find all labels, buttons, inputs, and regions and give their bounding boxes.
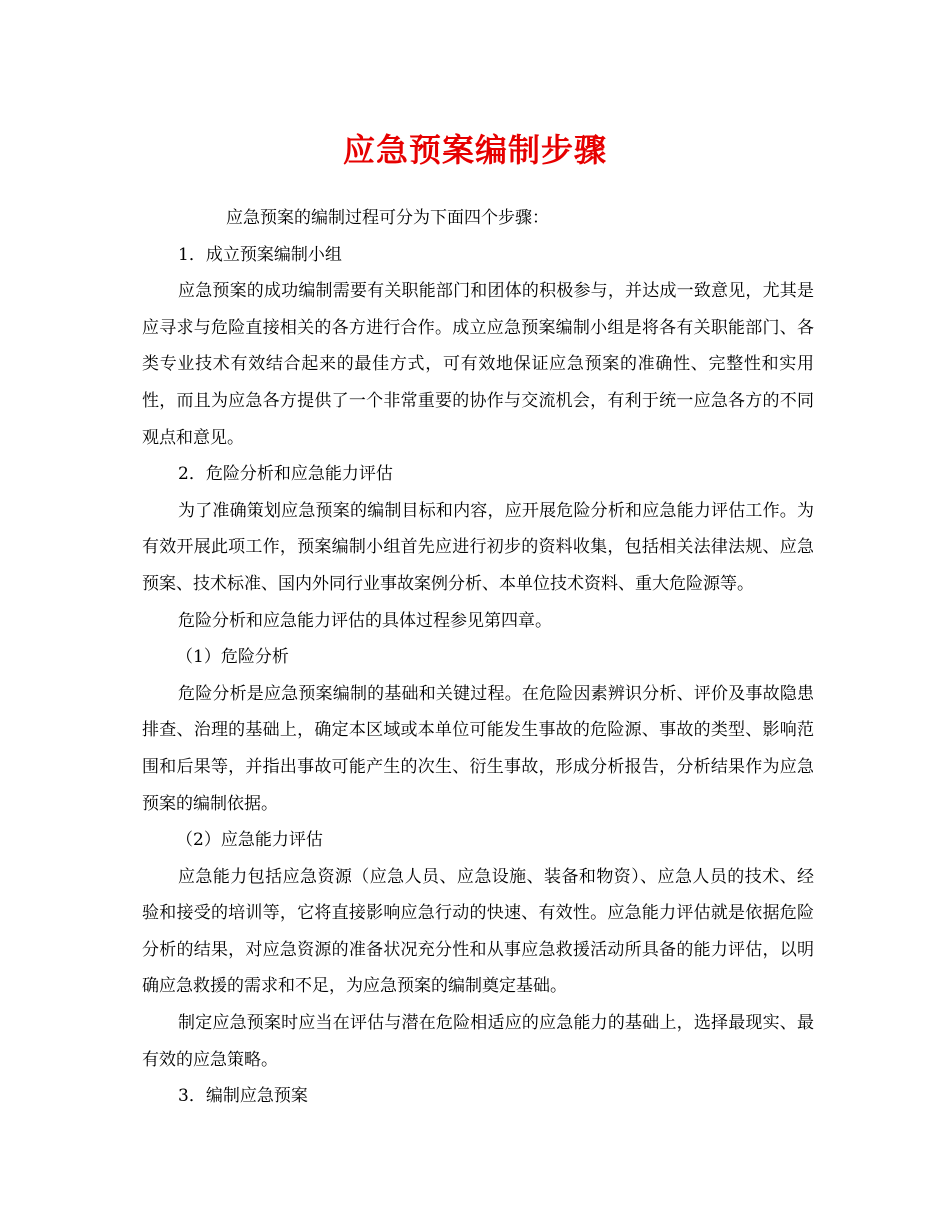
body-paragraph: 制定应急预案时应当在评估与潜在危险相适应的应急能力的基础上，选择最现实、最有效的应急策略。 bbox=[142, 1013, 814, 1070]
section-heading-3: 3．编制应急预案 bbox=[178, 1086, 308, 1107]
subsection-heading-1: （1）危险分析 bbox=[176, 647, 289, 668]
body-paragraph: 应急能力包括应急资源（应急人员、应急设施、装备和物资）、应急人员的技术、经验和接受的培训等，它将直接影响应急行动的快速、有效性。应急能力评估就是依据危险分析的结果，对应急资源的准备状况充分性和从事应急救援活动所具备的能力评估，以明确应急救援的需求和不足，为应急预案的编制奠定基础。 bbox=[142, 866, 814, 997]
document-title: 应急预案编制步骤 bbox=[342, 131, 607, 169]
intro-paragraph: 应急预案的编制过程可分为下面四个步骤： bbox=[226, 208, 549, 228]
section-heading-1: 1．成立预案编制小组 bbox=[178, 244, 342, 265]
document-body bbox=[142, 200, 814, 1115]
body-paragraph: 危险分析是应急预案编制的基础和关键过程。在危险因素辨识分析、评价及事故隐患排查、治理的基础上，确定本区域或本单位可能发生事故的危险源、事故的类型、影响范围和后果等，并指出事故可能产生的次生、衍生事故，形成分析报告，分析结果作为应急预案的编制依据。 bbox=[142, 683, 814, 814]
section-heading-2: 2．危险分析和应急能力评估 bbox=[178, 464, 393, 485]
body-paragraph: 应急预案的成功编制需要有关职能部门和团体的积极参与，并达成一致意见，尤其是应寻求与危险直接相关的各方进行合作。成立应急预案编制小组是将各有关职能部门、各类专业技术有效结合起来的最佳方式，可有效地保证应急预案的准确性、完整性和实用性，而且为应急各方提供了一个非常重要的协作与交流机会，有利于统一应急各方的不同观点和意见。 bbox=[142, 281, 814, 448]
body-paragraph: 危险分析和应急能力评估的具体过程参见第四章。 bbox=[178, 610, 552, 631]
body-paragraph: 为了准确策划应急预案的编制目标和内容，应开展危险分析和应急能力评估工作。为有效开展此项工作，预案编制小组首先应进行初步的资料收集，包括相关法律法规、应急预案、技术标准、国内外同行业事故案例分析、本单位技术资料、重大危险源等。 bbox=[142, 500, 814, 594]
subsection-heading-2: （2）应急能力评估 bbox=[176, 830, 323, 851]
